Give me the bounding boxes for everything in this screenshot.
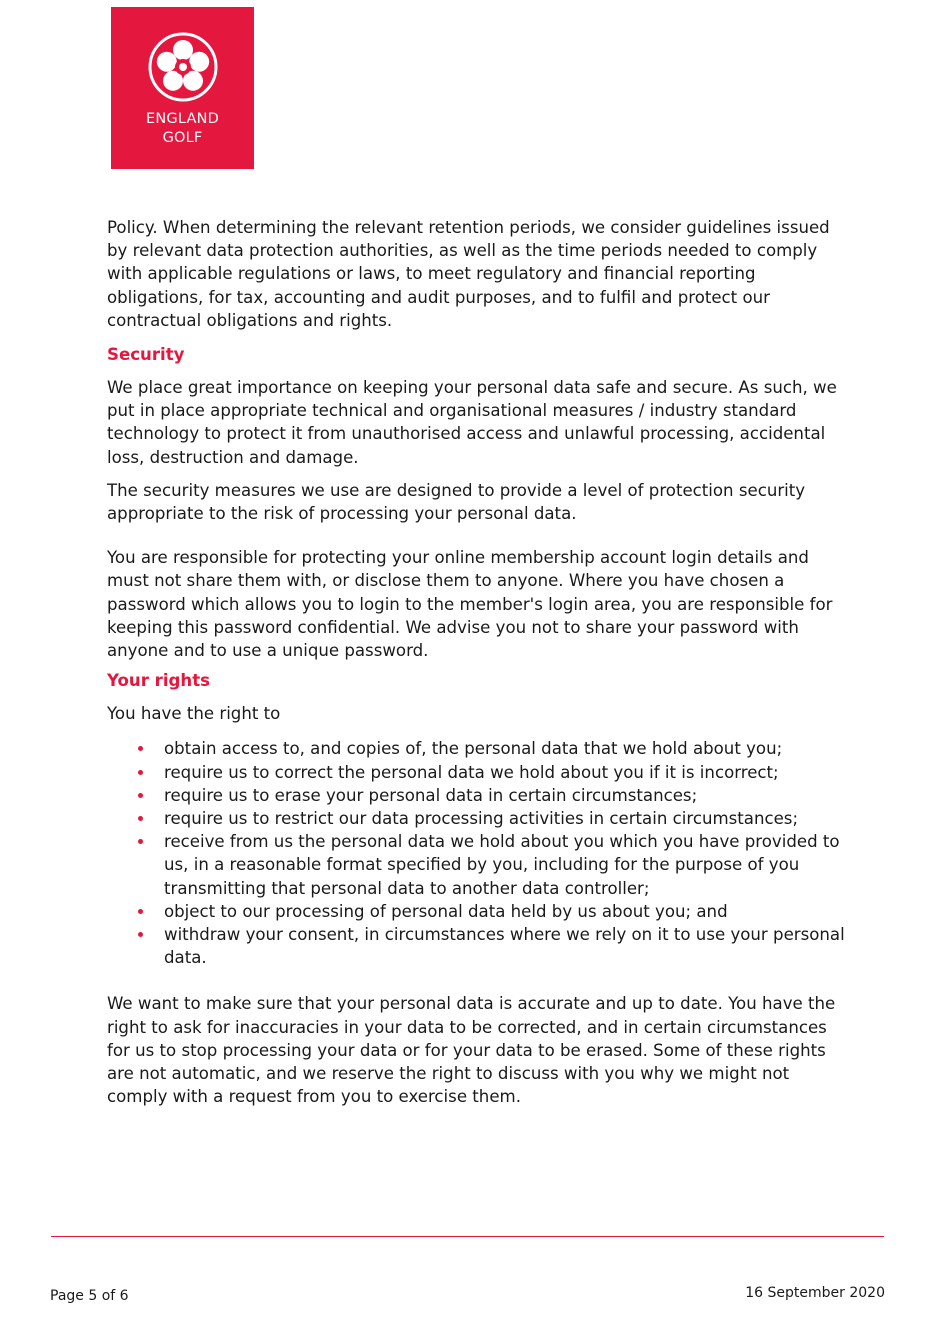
rights-list xyxy=(107,737,847,969)
rights-intro: You have the right to xyxy=(107,704,281,724)
list-item: require us to erase your personal data in certain circumstances; xyxy=(164,784,847,807)
list-item: require us to correct the personal data we hold about you if it is incorrect; xyxy=(164,761,847,784)
logo-wordmark xyxy=(111,110,254,148)
list-item: object to our processing of personal data held by us about you; and xyxy=(164,900,847,923)
security-paragraph-1: We place great importance on keeping your personal data safe and secure. As such, we put in place appropriate technical and organisational measures / industry standard technology to protect it from unauthorised access and unlawful processing, accidental loss, destruction and damage. xyxy=(107,378,837,467)
intro-paragraph: Policy. When determining the relevant retention periods, we consider guidelines issued by relevant data protection authorities, as well as the time periods needed to comply with applicable regulations or laws, to meet regulatory and financial reporting obligations, for tax, accounting and audit purposes, and to fulfil and protect our contractual obligations and rights. xyxy=(107,218,830,330)
document-date: 16 September 2020 xyxy=(745,1285,885,1301)
page-number: Page 5 of 6 xyxy=(50,1288,129,1304)
security-paragraph-2: The security measures we use are designed to provide a level of protection security appropriate to the risk of processing your personal data. xyxy=(107,480,806,524)
rose-icon xyxy=(147,31,219,103)
security-paragraph-3: You are responsible for protecting your online membership account login details and must not share them with, or disclose them to anyone. Where you have chosen a password which allows you to login to the member's login area, you are responsible for keeping this password confidential. We advise you not to share your password with anyone and to use a unique password. xyxy=(107,548,833,661)
england-golf-logo xyxy=(111,7,254,169)
rights-heading: Your rights xyxy=(107,671,211,691)
list-item: withdraw your consent, in circumstances where we rely on it to use your personal data. xyxy=(164,923,847,969)
list-item: receive from us the personal data we hold about you which you have provided to us, in a reasonable format specified by you, including for the purpose of you transmitting that personal data to another data controller; xyxy=(164,830,847,900)
list-item: require us to restrict our data processing activities in certain circumstances; xyxy=(164,807,847,830)
rights-closing-paragraph: We want to make sure that your personal data is accurate and up to date. You have the right to ask for inaccuracies in your data to be corrected, and in certain circumstances for us to stop processing your data or for your data to be erased. Some of these rights are not automatic, and we reserve the right to discuss with you why we might not comply with a request from you to exercise them. xyxy=(107,994,836,1107)
logo-line-2: GOLF xyxy=(162,130,203,146)
document-body xyxy=(107,216,847,1109)
security-heading: Security xyxy=(107,345,185,365)
logo-line-1: ENGLAND xyxy=(146,111,219,127)
list-item: obtain access to, and copies of, the personal data that we hold about you; xyxy=(164,737,847,760)
footer-divider xyxy=(51,1236,884,1237)
